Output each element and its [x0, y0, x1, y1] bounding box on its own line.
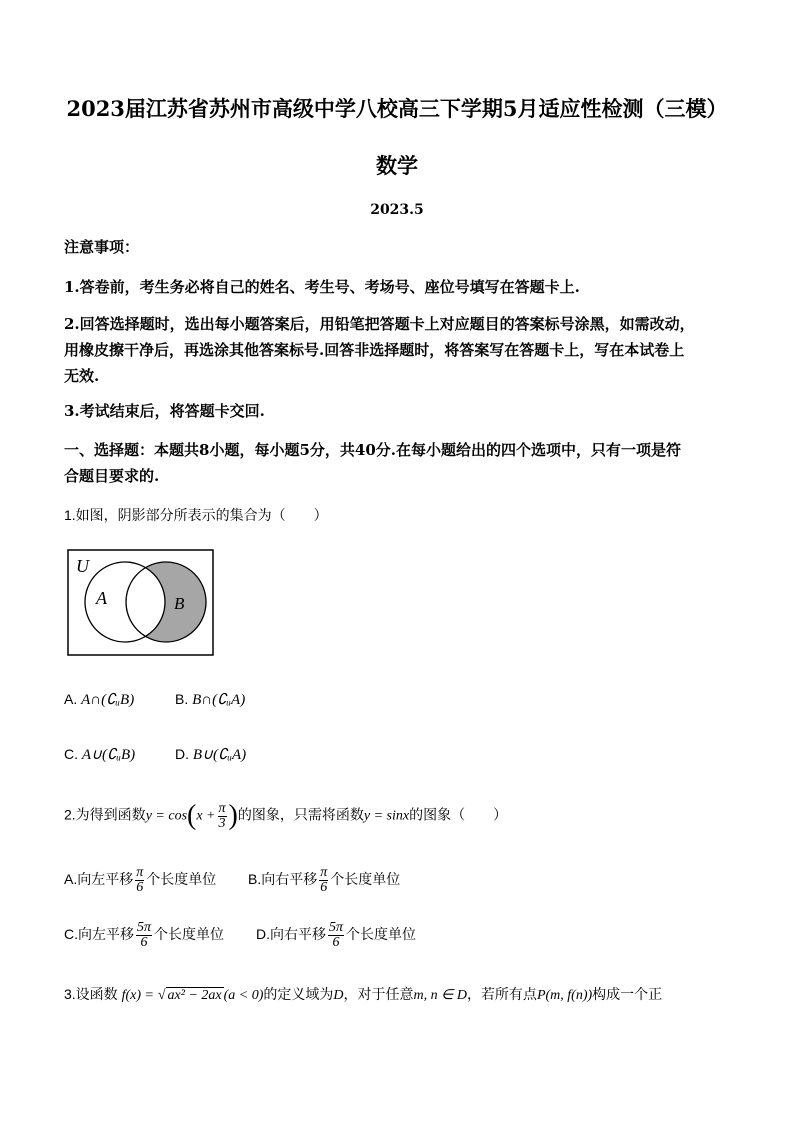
q2-left-paren: (: [187, 800, 197, 831]
q2-option-a-suffix: 个长度单位: [146, 871, 217, 888]
notes-heading: 注意事项：: [64, 238, 140, 256]
question-3-stem: [64, 984, 662, 1004]
q3-condition: (a < 0): [223, 988, 264, 1003]
q3-domain-symbol: D: [333, 988, 344, 1003]
q3-mid-1: 的定义域为: [263, 986, 334, 1002]
q2-fraction-numerator: π: [218, 800, 226, 816]
q3-radicand: ax² − 2ax: [167, 988, 222, 1003]
universe-label: U: [76, 556, 89, 576]
q2-option-d-numerator: 5π: [329, 920, 344, 935]
q2-option-d-fraction: [328, 921, 344, 950]
q2-suffix: 的图象（ ）: [409, 806, 508, 823]
q3-mid-2: ，对于任意: [343, 986, 414, 1002]
option-b-label: B.: [175, 691, 189, 707]
q2-option-c-denominator: 6: [140, 935, 148, 950]
q2-fraction: [218, 802, 227, 831]
subject-title: 数学: [376, 153, 418, 178]
q3-suffix: 构成一个正: [592, 986, 663, 1002]
question-2-option-d: [256, 921, 416, 950]
note-item-1: 1.答卷前，考生务必将自己的姓名、考生号、考场号、座位号填写在答题卡上.: [64, 278, 580, 296]
q2-option-c-numerator: 5π: [137, 920, 152, 935]
exam-date: 2023.5: [370, 202, 424, 218]
note-item-2-line-3: 无效.: [64, 367, 100, 385]
q2-middle: 的图象，只需将函数: [237, 806, 364, 823]
section-heading-line-1: 一、选择题：本题共8小题，每小题5分，共40分.在每小题给出的四个选项中，只有一项是符: [64, 441, 681, 459]
question-2-option-a: [64, 866, 216, 895]
q2-prefix: 2.为得到函数: [64, 806, 146, 823]
note-item-3: 3.考试结束后，将答题卡交回.: [64, 402, 265, 420]
q2-arg-x: x +: [196, 808, 216, 824]
note-item-2-line-1: 2.回答选择题时，选出每小题答案后，用铅笔把答题卡上对应题目的答案标号涂黑，如需改动，: [64, 315, 695, 333]
option-a-expression: A∩(∁ᵤB): [81, 692, 135, 708]
question-1-option-c: [64, 745, 135, 764]
q2-option-a-prefix: A.向左平移: [64, 871, 134, 888]
q2-option-a-fraction: [135, 866, 144, 895]
question-1-option-b: [175, 690, 245, 709]
q2-option-b-fraction: [319, 866, 328, 895]
q2-option-c-fraction: [136, 921, 152, 950]
q3-sqrt-sign: √: [157, 988, 166, 1003]
q2-fraction-denominator: 3: [218, 815, 226, 831]
q2-function-2: y = sinx: [363, 808, 410, 824]
q2-option-b-suffix: 个长度单位: [330, 871, 401, 888]
q2-option-c-suffix: 个长度单位: [154, 926, 225, 943]
note-item-2-line-2: 用橡皮擦干净后，再选涂其他答案标号.回答非选择题时，将答案写在答题卡上，写在本试卷上: [64, 341, 685, 359]
note-item-2: [64, 311, 740, 389]
q2-option-a-denominator: 6: [136, 880, 144, 895]
q2-option-c-prefix: C.向左平移: [64, 926, 134, 943]
q3-prefix: 3.设函数: [64, 986, 118, 1002]
question-1-option-d: [175, 745, 246, 764]
question-2-option-c: [64, 921, 224, 950]
q3-mid-3: ，若所有点: [466, 986, 537, 1002]
question-2-option-b: [248, 866, 400, 895]
document-title: 2023届江苏省苏州市高级中学八校高三下学期5月适应性检测（三模）: [66, 96, 728, 121]
q2-function-lhs: y = cos: [145, 808, 188, 824]
q2-option-b-denominator: 6: [320, 880, 328, 895]
option-a-label: A.: [64, 691, 78, 707]
venn-diagram: [66, 548, 216, 658]
q2-option-b-numerator: π: [320, 865, 328, 880]
option-d-expression: B∪(∁ᵤA): [192, 747, 247, 763]
set-b-label: B: [174, 594, 185, 613]
option-c-expression: A∪(∁ᵤB): [81, 747, 136, 763]
q2-option-d-suffix: 个长度单位: [346, 926, 417, 943]
q2-option-b-prefix: B.向右平移: [248, 871, 318, 888]
option-d-label: D.: [175, 746, 189, 762]
question-1-option-a: [64, 690, 134, 709]
option-b-expression: B∩(∁ᵤA): [192, 692, 246, 708]
q3-function: f(x) =: [121, 988, 154, 1003]
section-heading-line-2: 合题目要求的.: [64, 467, 160, 485]
q3-point: P(m, f(n)): [536, 988, 593, 1003]
q2-right-paren: ): [228, 800, 238, 831]
question-1-stem: 1.如图，阴影部分所表示的集合为（ ）: [64, 507, 328, 523]
set-a-label: A: [96, 588, 107, 608]
option-c-label: C.: [64, 746, 78, 762]
section-heading: [64, 437, 740, 489]
q2-option-d-denominator: 6: [332, 935, 340, 950]
question-2-stem: [64, 800, 507, 832]
q3-mn: m, n ∈ D: [413, 988, 467, 1003]
q2-option-a-numerator: π: [136, 865, 144, 880]
q2-option-d-prefix: D.向右平移: [256, 926, 326, 943]
